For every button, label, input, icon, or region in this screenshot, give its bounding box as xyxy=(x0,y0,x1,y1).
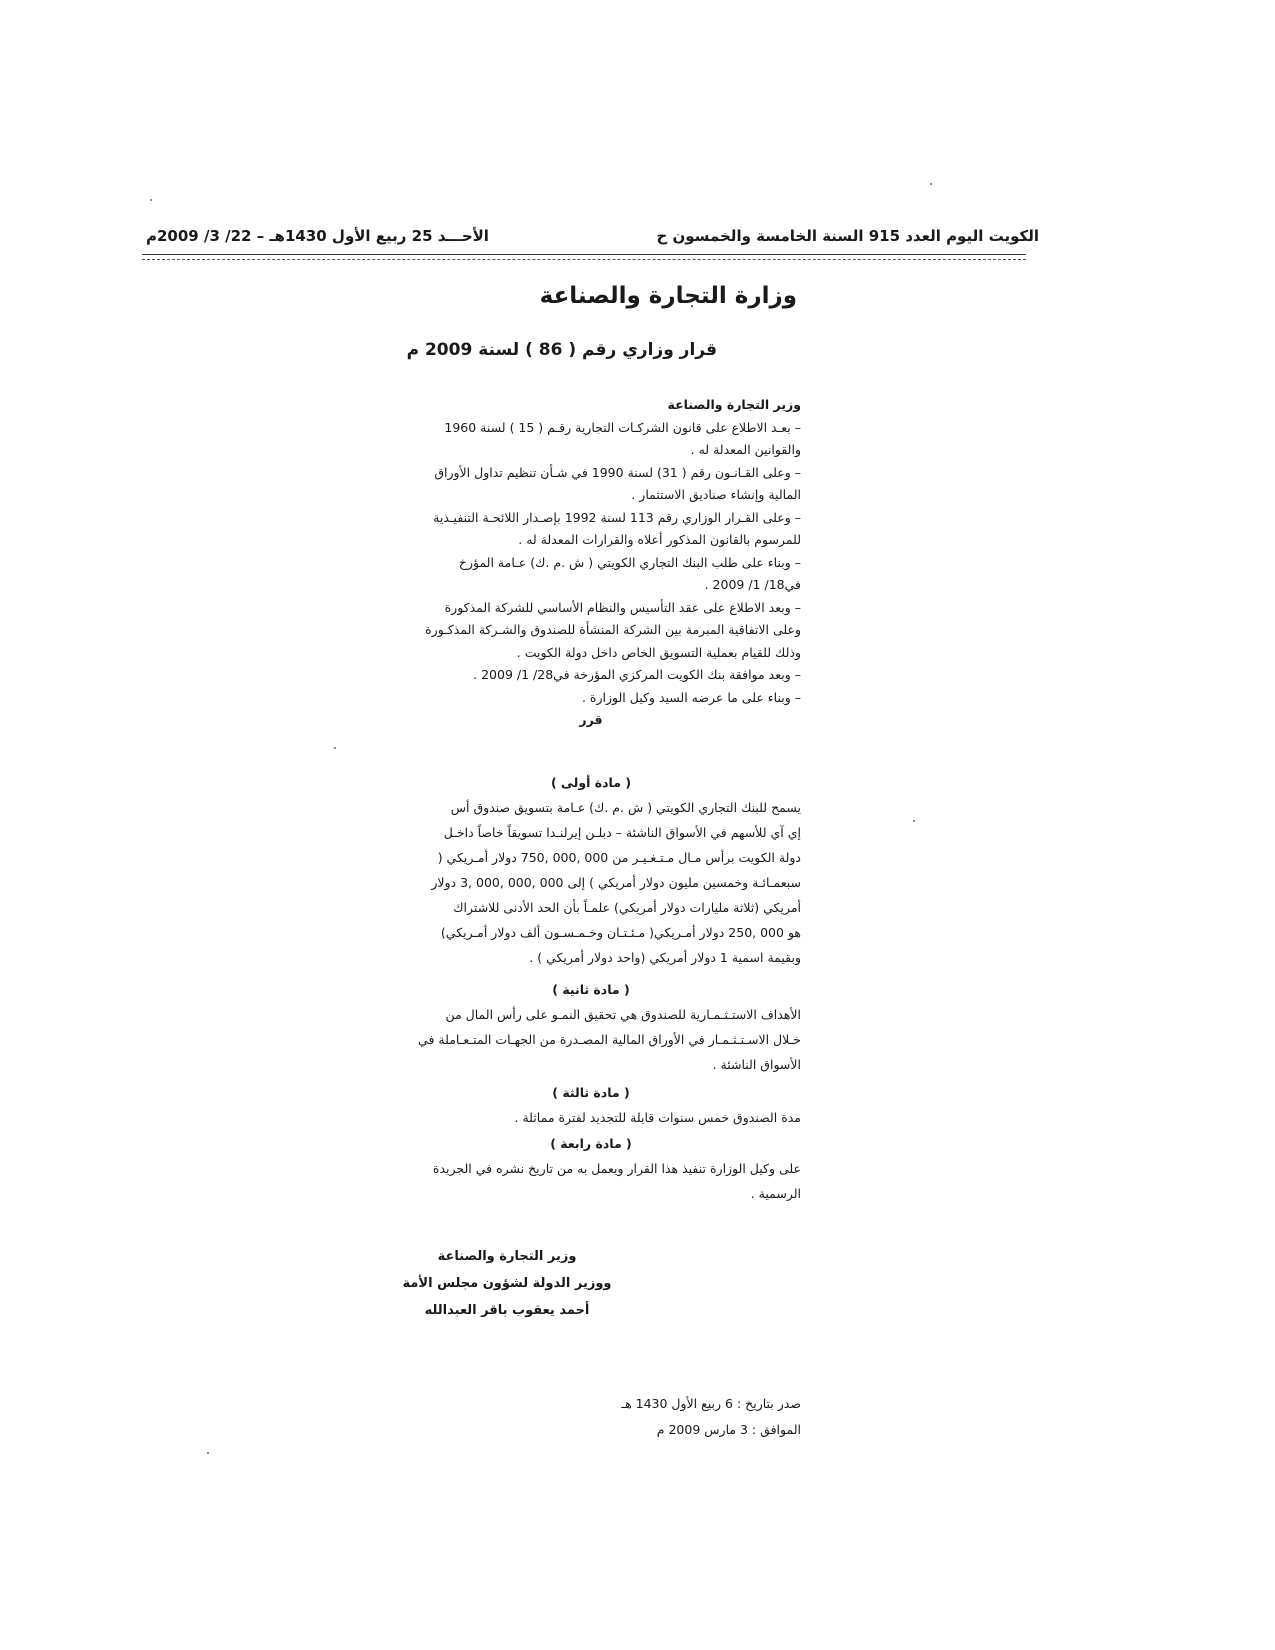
article-line: وبقيمة اسمية 1 دولار أمريكي (واحد دولار أمريكي ) . xyxy=(529,950,801,965)
article-1 xyxy=(381,770,801,970)
article-line: الأسواق الناشئة . xyxy=(712,1057,801,1072)
article-line: أمريكي (ثلاثة مليارات دولار أمريكي) علمـاً بأن الحد الأدنى للاشتراك xyxy=(453,900,801,915)
scan-speck xyxy=(207,1452,209,1454)
decree-title: قرار وزاري رقم ( 86 ) لسنة 2009 م xyxy=(406,340,717,360)
preamble-line: وعلى الاتفاقية المبرمة بين الشركة المنشأة للصندوق والشـركة المذكـورة xyxy=(425,622,801,637)
article-4 xyxy=(381,1131,801,1206)
scan-speck xyxy=(334,747,336,749)
article-line: دولة الكويت برأس مـال مـتـغـيـر من 000 ,000 ,750 دولار أمـريكي ( xyxy=(437,850,801,865)
article-line: يسمح للبنك التجاري الكويتي ( ش .م .ك) عـامة بتسويق صندوق أس xyxy=(450,800,801,815)
article-line: على وكيل الوزارة تنفيذ هذا القرار ويعمل به من تاريخ نشره في الجريدة xyxy=(432,1161,801,1176)
preamble-line: – بعـد الاطلاع على قانون الشركـات التجارية رقـم ( 15 ) لسنة 1960 xyxy=(444,419,801,435)
signature-line: ووزير الدولة لشؤون مجلس الأمة xyxy=(402,1276,612,1291)
article-4-heading: ( مادة رابعة ) xyxy=(550,1136,632,1151)
decree-preamble xyxy=(381,394,801,732)
header-rule-bottom xyxy=(142,259,1026,260)
article-2-heading: ( مادة ثانية ) xyxy=(552,982,630,997)
gazette-header-issue: الكويت اليوم العدد 915 السنة الخامسة والخمسون ح xyxy=(656,227,1039,245)
article-2 xyxy=(381,977,801,1077)
preamble-line: وذلك للقيام بعملية التسويق الخاص داخل دولة الكويت . xyxy=(516,644,801,660)
decided-heading: قرر xyxy=(579,712,603,727)
preamble-line: للمرسوم بالقانون المذكور أعلاه والقرارات المعدلة له . xyxy=(518,532,801,547)
article-3-heading: ( مادة ثالثة ) xyxy=(552,1085,630,1100)
article-3 xyxy=(381,1080,801,1130)
article-line: إي آي للأسهم في الأسواق الناشئة – دبلـن إيرلنـدا تسويقاً خاصاً داخـل xyxy=(443,825,801,840)
preamble-line: – وعلى القـرار الوزاري رقم 113 لسنة 1992 بإصـدار اللائحـة التنفيـذية xyxy=(433,509,801,525)
article-line: الأهداف الاستـثـمـارية للصندوق هي تحقيق النمـو على رأس المال من xyxy=(445,1007,801,1022)
issue-date-hijri: صدر بتاريخ : 6 ربيع الأول 1430 هـ xyxy=(621,1396,801,1411)
article-1-heading: ( مادة أولى ) xyxy=(550,775,632,790)
preamble-line: – وعلى القـانـون رقم ( 31) لسنة 1990 في شـأن تنظيم تداول الأوراق xyxy=(434,464,801,480)
signature-line: وزير التجارة والصناعة xyxy=(437,1249,577,1264)
issue-date-gregorian: الموافق : 3 مارس 2009 م xyxy=(656,1422,801,1437)
signature-block xyxy=(397,1243,617,1324)
article-line: مدة الصندوق خمس سنوات قابلة للتجديد لفترة مماثلة . xyxy=(514,1110,801,1125)
preamble-line: – وبعد الاطلاع على عقد التأسيس والنظام الأساسي للشركة المذكورة xyxy=(444,599,801,615)
issue-date-block xyxy=(621,1391,801,1443)
gazette-header-date: الأحـــد 25 ربيع الأول 1430هـ – 22/ 3/ 2009م xyxy=(146,227,489,245)
article-line: هو 000 ,250 دولار أمـريكي( مـئـتـان وخـمـسـون ألف دولار أمـريكي) xyxy=(440,925,801,940)
preamble-line: والقوانين المعدلة له . xyxy=(690,442,801,457)
preamble-line: المالية وإنشاء صناديق الاستثمار . xyxy=(631,487,801,502)
preamble-line: – وبناء على طلب البنك التجاري الكويتي ( ش .م .ك) عـامة المؤرخ xyxy=(458,554,801,570)
scan-speck xyxy=(913,820,915,822)
article-line: الرسمية . xyxy=(750,1186,801,1201)
preamble-line: في18/ 1/ 2009 . xyxy=(704,577,801,592)
header-rule-top xyxy=(142,254,1026,255)
scan-speck xyxy=(150,199,152,201)
preamble-heading: وزير التجارة والصناعة xyxy=(667,397,801,412)
scan-speck xyxy=(930,183,932,185)
preamble-line: – وبناء على ما عرضه السيد وكيل الوزارة . xyxy=(581,689,801,705)
signatory-name: أحمد يعقوب باقر العبدالله xyxy=(424,1303,590,1318)
ministry-heading: وزارة التجارة والصناعة xyxy=(539,283,797,309)
article-line: سبعمـائـة وخمسين مليون دولار أمريكي ) إلى 000 ,000 ,000 ,3 دولار xyxy=(431,875,801,890)
article-line: خـلال الاسـتـثـمـار في الأوراق المالية المصـدرة من الجهـات المتـعـاملة في xyxy=(418,1032,801,1047)
preamble-line: – وبعد موافقة بنك الكويت المركزي المؤرخة في28/ 1/ 2009 . xyxy=(473,667,801,682)
